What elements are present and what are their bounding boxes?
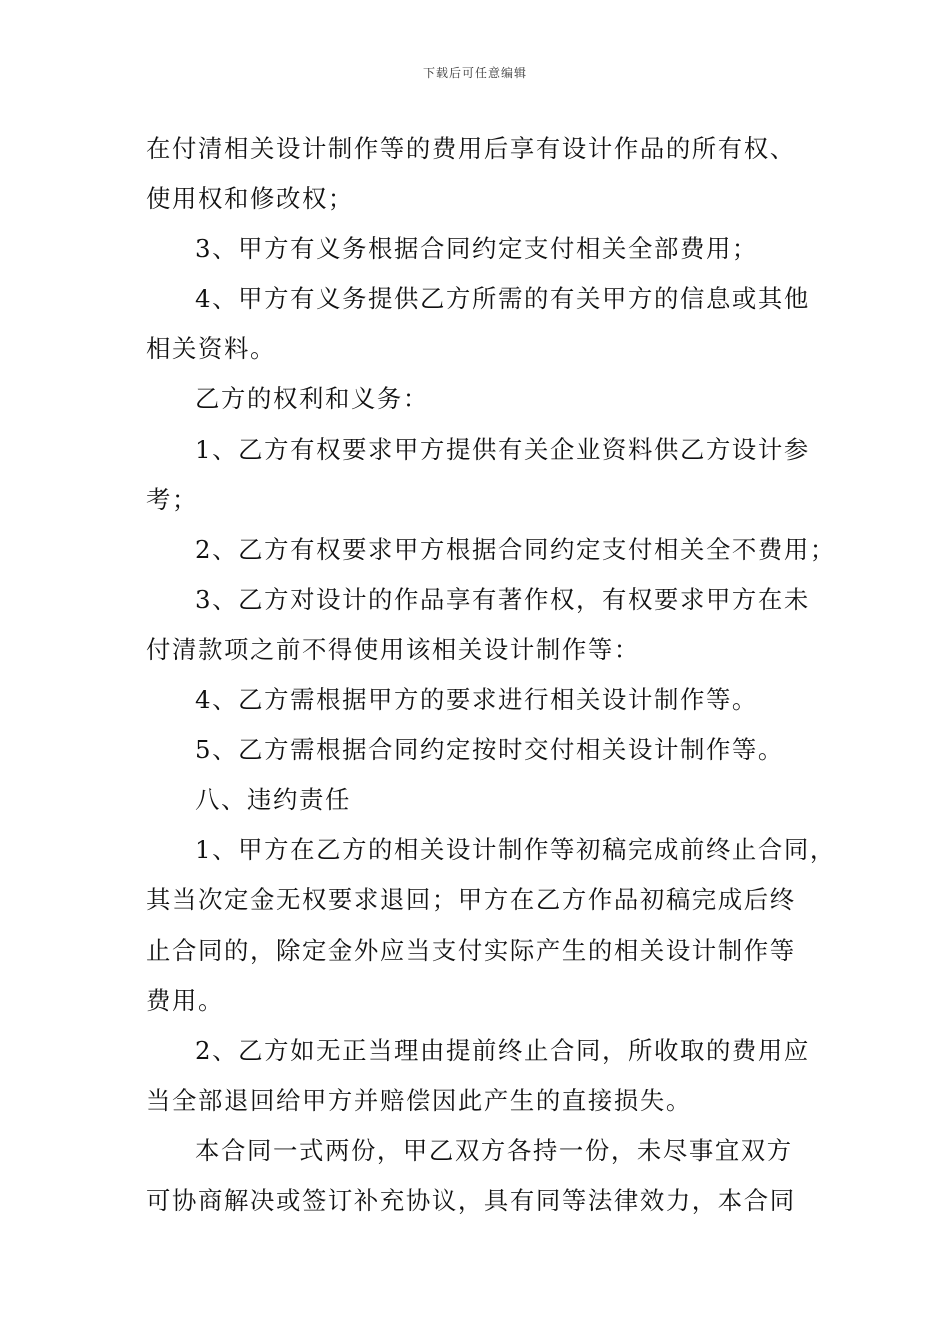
text-line: 费用。: [146, 985, 224, 1015]
contract-body: [146, 124, 836, 1226]
text-line: 1、乙方有权要求甲方提供有关企业资料供乙方设计参: [195, 434, 810, 464]
text-line: 相关资料。: [146, 334, 276, 364]
text-line: 3、乙方对设计的作品享有著作权，有权要求甲方在未: [195, 584, 810, 614]
text-line: 其当次定金无权要求退回；甲方在乙方作品初稿完成后终: [146, 885, 796, 915]
text-line: 当全部退回给甲方并赔偿因此产生的直接损失。: [146, 1085, 692, 1115]
text-line: 2、乙方有权要求甲方根据合同约定支付相关全不费用；: [195, 534, 836, 564]
text-line: 本合同一式两份，甲乙双方各持一份，未尽事宜双方: [195, 1135, 793, 1165]
text-line: 止合同的，除定金外应当支付实际产生的相关设计制作等: [146, 935, 796, 965]
text-line: 1、甲方在乙方的相关设计制作等初稿完成前终止合同，: [195, 835, 836, 865]
text-line: 2、乙方如无正当理由提前终止合同，所收取的费用应: [195, 1035, 810, 1065]
text-line: 八、违约责任: [195, 785, 351, 815]
text-line: 付清款项之前不得使用该相关设计制作等：: [146, 634, 640, 664]
text-line: 可协商解决或签订补充协议，具有同等法律效力，本合同: [146, 1185, 796, 1215]
page-header: 下载后可任意编辑: [422, 66, 527, 80]
text-line: 4、甲方有义务提供乙方所需的有关甲方的信息或其他: [195, 284, 810, 314]
text-line: 使用权和修改权；: [146, 184, 354, 214]
text-line: 乙方的权利和义务：: [195, 384, 429, 414]
text-line: 3、甲方有义务根据合同约定支付相关全部费用；: [195, 234, 758, 264]
text-line: 在付清相关设计制作等的费用后享有设计作品的所有权、: [146, 134, 796, 163]
text-line: 4、乙方需根据甲方的要求进行相关设计制作等。: [195, 685, 758, 715]
text-line: 5、乙方需根据合同约定按时交付相关设计制作等。: [195, 735, 784, 765]
text-line: 考；: [146, 484, 198, 514]
